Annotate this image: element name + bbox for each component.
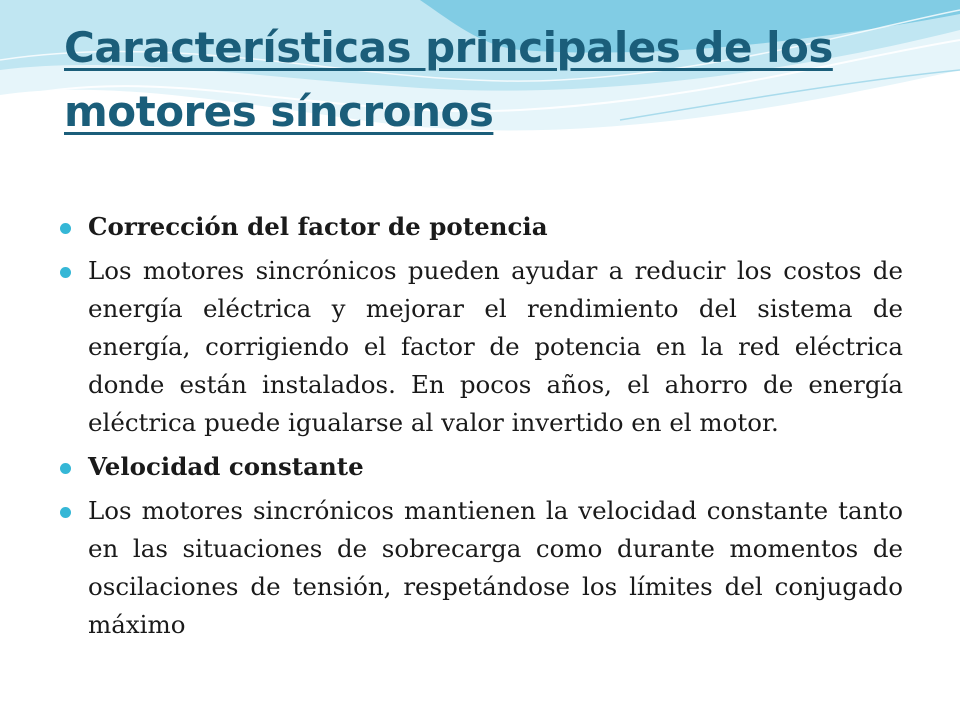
slide-title: Características principales de los motores síncronos [64,23,833,136]
bullet-dot-icon [60,223,71,234]
bullet-list [60,208,903,650]
bullet-text: Los motores sincrónicos pueden ayudar a reducir los costos de energía eléctrica y mejorar el rendimiento del sistema de energía, corrigiendo el factor de potencia en la red eléctrica donde están instalados. En pocos años, el ahorro de energía eléctrica puede igualarse al valor invertido en el motor. [88,256,903,437]
bullet-item [60,448,903,486]
bullet-dot-icon [60,463,71,474]
bullet-text: Corrección del factor de potencia [88,212,548,241]
bullet-text: Velocidad constante [88,452,364,481]
bullet-dot-icon [60,507,71,518]
bullet-text: Los motores sincrónicos mantienen la velocidad constante tanto en las situaciones de sobrecarga como durante momentos de oscilaciones de tensión, respetándose los límites del conjugado máximo [88,496,903,639]
bullet-item [60,492,903,644]
bullet-item [60,208,903,246]
bullet-item [60,252,903,442]
bullet-dot-icon [60,267,71,278]
